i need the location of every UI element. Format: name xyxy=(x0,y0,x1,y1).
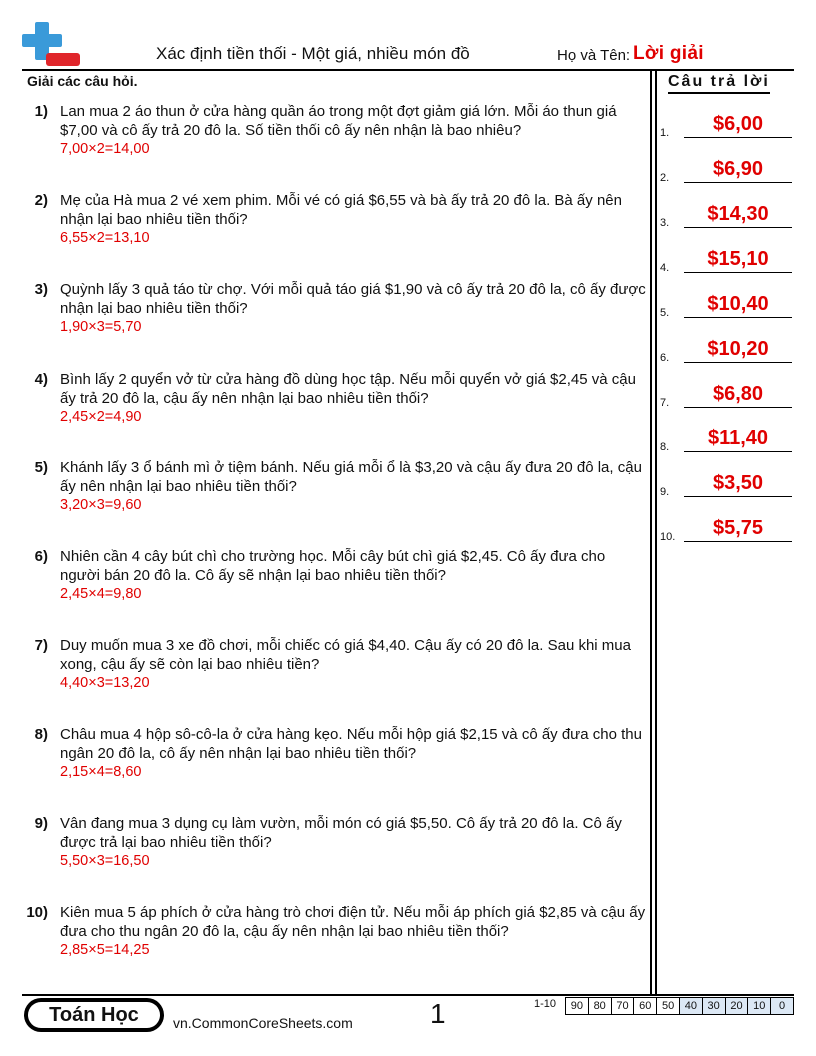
answer-line xyxy=(684,272,792,273)
answer-line xyxy=(684,137,792,138)
question-text: Mẹ của Hà mua 2 vé xem phim. Mỗi vé có giá $6,55 và bà ấy trả 20 đô la. Bà ấy nên nhận lại bao nhiêu tiền thối? xyxy=(60,192,622,228)
question-text: Kiên mua 5 áp phích ở cửa hàng trò chơi điện tử. Nếu mỗi áp phích giá $2,85 và cậu ấy đưa cho thu ngân 20 đô la, cậu ấy nên nhận lại bao nhiêu tiền thối? xyxy=(60,904,646,940)
answer-number: 9. xyxy=(660,486,670,498)
answer-number: 8. xyxy=(660,441,670,453)
question-text: Nhiên cần 4 cây bút chì cho trường học. Mỗi cây bút chì giá $2,45. Cô ấy đưa cho người bán 20 đô la. Cô ấy sẽ nhận lại bao nhiêu tiền thối? xyxy=(60,548,606,584)
answer-value: $15,10 xyxy=(707,248,769,270)
answer-value: $6,90 xyxy=(712,158,764,180)
answer-line xyxy=(684,541,792,542)
question-number: 6) xyxy=(34,548,48,565)
answer-row-9 xyxy=(660,466,794,498)
answer-line xyxy=(684,496,792,497)
question-work: 2,85×5=14,25 xyxy=(60,942,150,958)
page-number: 1 xyxy=(430,998,446,1029)
answer-number: 5. xyxy=(660,307,670,319)
top-rule xyxy=(22,69,794,71)
answer-row-6 xyxy=(660,332,794,364)
answer-number: 3. xyxy=(660,217,670,229)
answer-value: $6,00 xyxy=(712,113,764,135)
question-number: 3) xyxy=(34,281,48,298)
question-work: 5,50×3=16,50 xyxy=(60,853,150,869)
question-work: 1,90×3=5,70 xyxy=(60,319,142,335)
subject-badge-label: Toán Học xyxy=(28,1002,160,1028)
answer-number: 6. xyxy=(660,352,670,364)
answers-heading: Câu trả lời xyxy=(668,73,770,94)
score-cell: 0 xyxy=(771,998,793,1014)
answer-line xyxy=(684,182,792,183)
question-text: Châu mua 4 hộp sô-cô-la ở cửa hàng kẹo. Nếu mỗi hộp giá $2,15 và cô ấy đưa cho thu ngân 20 đô la, cô ấy nên nhận lại bao nhiêu tiền thối? xyxy=(60,726,642,762)
score-cell: 10 xyxy=(748,998,771,1014)
question-work: 3,20×3=9,60 xyxy=(60,497,142,513)
question-number: 7) xyxy=(34,637,48,654)
score-cell: 50 xyxy=(657,998,680,1014)
answer-line xyxy=(684,407,792,408)
answer-line xyxy=(684,227,792,228)
page-title: Xác định tiền thối - Một giá, nhiều món đồ xyxy=(156,44,470,63)
score-cell: 80 xyxy=(589,998,612,1014)
name-label: Họ và Tên: xyxy=(557,47,631,64)
column-divider xyxy=(650,70,652,995)
column-divider xyxy=(655,70,657,995)
answer-row-3 xyxy=(660,197,794,229)
answer-value: $11,40 xyxy=(707,427,769,449)
question-work: 2,45×4=9,80 xyxy=(60,586,142,602)
answer-number: 1. xyxy=(660,127,670,139)
answer-value: $3,50 xyxy=(712,472,764,494)
score-cell: 20 xyxy=(726,998,749,1014)
answer-number: 2. xyxy=(660,172,670,184)
question-work: 6,55×2=13,10 xyxy=(60,230,150,246)
score-range-label: 1-10 xyxy=(534,998,557,1010)
answer-row-5 xyxy=(660,287,794,319)
question-number: 1) xyxy=(34,103,48,120)
question-text: Duy muốn mua 3 xe đồ chơi, mỗi chiếc có giá $4,40. Cậu ấy có 20 đô la. Sau khi mua xong, cậu ấy sẽ còn lại bao nhiêu tiền? xyxy=(60,637,631,673)
score-cell: 30 xyxy=(703,998,726,1014)
plus-minus-logo-icon xyxy=(22,22,80,68)
answer-row-2 xyxy=(660,152,794,184)
bottom-rule xyxy=(22,994,794,996)
question-number: 9) xyxy=(34,815,48,832)
instructions: Giải các câu hỏi. xyxy=(27,73,138,89)
answer-number: 10. xyxy=(660,531,676,543)
answer-row-1 xyxy=(660,107,794,139)
answer-row-7 xyxy=(660,377,794,409)
answer-line xyxy=(684,451,792,452)
score-cell: 90 xyxy=(566,998,589,1014)
question-work: 2,15×4=8,60 xyxy=(60,764,142,780)
question-number: 10) xyxy=(26,904,48,921)
answer-value: $14,30 xyxy=(707,203,769,225)
answer-value: $5,75 xyxy=(712,517,764,539)
question-work: 2,45×2=4,90 xyxy=(60,409,142,425)
answer-row-8 xyxy=(660,421,794,453)
answer-line xyxy=(684,317,792,318)
question-work: 7,00×2=14,00 xyxy=(60,141,150,157)
answer-value: $6,80 xyxy=(712,383,764,405)
score-cell: 70 xyxy=(612,998,635,1014)
answer-number: 4. xyxy=(660,262,670,274)
score-cell: 60 xyxy=(634,998,657,1014)
answer-row-10 xyxy=(660,511,794,543)
answer-row-4 xyxy=(660,242,794,274)
question-work: 4,40×3=13,20 xyxy=(60,675,150,691)
site-url: vn.CommonCoreSheets.com xyxy=(173,1015,353,1031)
question-text: Quỳnh lấy 3 quả táo từ chợ. Với mỗi quả táo giá $1,90 và cô ấy trả 20 đô la, cô ấy được nhận lại bao nhiêu tiền thối? xyxy=(60,281,646,317)
score-table xyxy=(565,997,794,1015)
question-number: 8) xyxy=(34,726,48,743)
question-number: 4) xyxy=(34,371,48,388)
answer-line xyxy=(684,362,792,363)
question-number: 2) xyxy=(34,192,48,209)
question-number: 5) xyxy=(34,459,48,476)
answer-value: $10,20 xyxy=(707,338,769,360)
name-value: Lời giải xyxy=(633,43,704,64)
question-text: Vân đang mua 3 dụng cụ làm vườn, mỗi món có giá $5,50. Cô ấy trả 20 đô la. Cô ấy được trả lại bao nhiêu tiền thối? xyxy=(60,815,622,851)
subject-badge xyxy=(24,998,164,1032)
answer-number: 7. xyxy=(660,397,670,409)
question-text: Khánh lấy 3 ổ bánh mì ở tiệm bánh. Nếu giá mỗi ổ là $3,20 và cậu ấy đưa 20 đô la, cậu ấy nên nhận lại bao nhiêu tiền thối? xyxy=(60,459,642,495)
answer-value: $10,40 xyxy=(707,293,769,315)
question-text: Lan mua 2 áo thun ở cửa hàng quần áo trong một đợt giảm giá lớn. Mỗi áo thun giá $7,00 và cô ấy trả 20 đô la. Số tiền thối cô ấy nên nhận là bao nhiêu? xyxy=(60,103,617,139)
score-cell: 40 xyxy=(680,998,703,1014)
question-text: Bình lấy 2 quyển vở từ cửa hàng đồ dùng học tập. Nếu mỗi quyển vở giá $2,45 và cậu ấy trả 20 đô la, cậu ấy nên nhận lại bao nhiêu tiền thối? xyxy=(60,371,636,407)
